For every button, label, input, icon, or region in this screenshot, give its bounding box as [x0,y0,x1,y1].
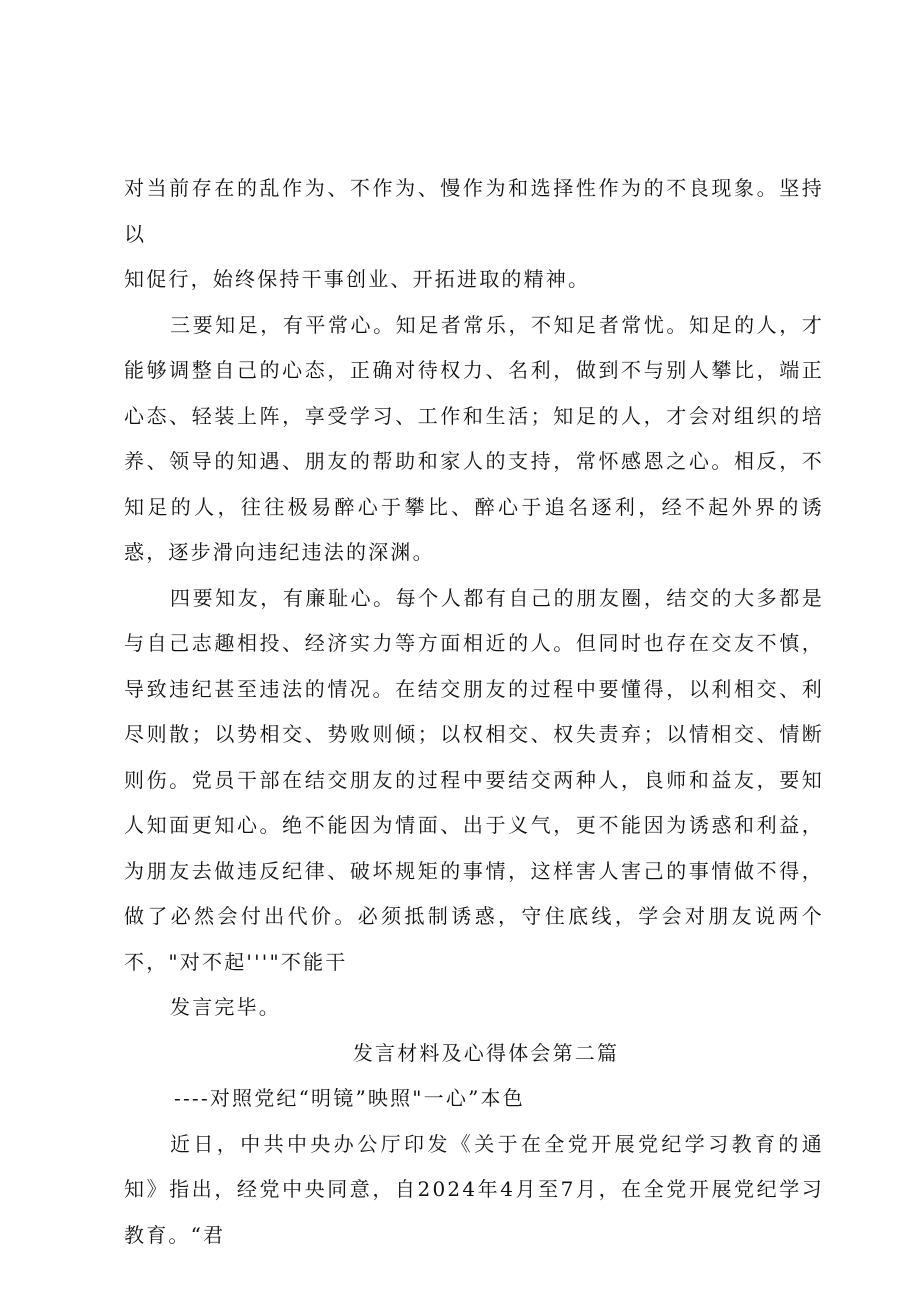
section-title: 发言材料及心得体会第二篇 [352,1040,620,1065]
section-subtitle: ----对照党纪“明镜”映照"一心”本色 [174,1086,525,1110]
closing-remark: 发言完毕。 [170,995,281,1019]
paragraph-contentment: 三要知足，有平常心。知足者常乐，不知足者常忧。知足的人，才能够调整自己的心态，正确对待权力、名利，做到不与别人攀比，端正心态、轻装上阵，享受学习、工作和生活；知足的人，才会对组织的培养、领导的知遇、朋友的帮助和家人的支持，常怀感恩之心。相反，不知足的人，往往极易醉心于攀比、醉心于追名逐利，经不起外界的诱惑，逐步滑向违纪违法的深渊。 [124,312,824,564]
paragraph-friendship: 四要知友，有廉耻心。每个人都有自己的朋友圈，结交的大多都是与自己志趣相投、经济实力等方面相近的人。但同时也存在交友不慎，导致违纪甚至违法的情况。在结交朋友的过程中要懂得，以利相交、利尽则散；以势相交、势败则倾；以权相交、权失责弃；以情相交、情断则伤。党员干部在结交朋友的过程中要结交两种人，良师和益友，要知人知面更知心。绝不能因为情面、出于义气，更不能因为诱惑和利益，为朋友去做违反纪律、破坏规矩的事情，这样害人害己的事情做不得，做了必然会付出代价。必须抵制诱惑，守住底线，学会对朋友说两个不，"对不起'''"不能干 [124,585,824,974]
paragraph-intro: 近日，中共中央办公厅印发《关于在全党开展党纪学习教育的通知》指出，经党中央同意，自2024年4月至7月，在全党开展党纪学习教育。“君 [124,1131,824,1247]
paragraph-continuation [124,166,824,303]
paragraph-line: 对当前存在的乱作为、不作为、慢作为和选择性作为的不良现象。坚持以 [124,176,824,246]
paragraph-line: 知促行，始终保持干事创业、开拓进取的精神。 [124,267,591,291]
